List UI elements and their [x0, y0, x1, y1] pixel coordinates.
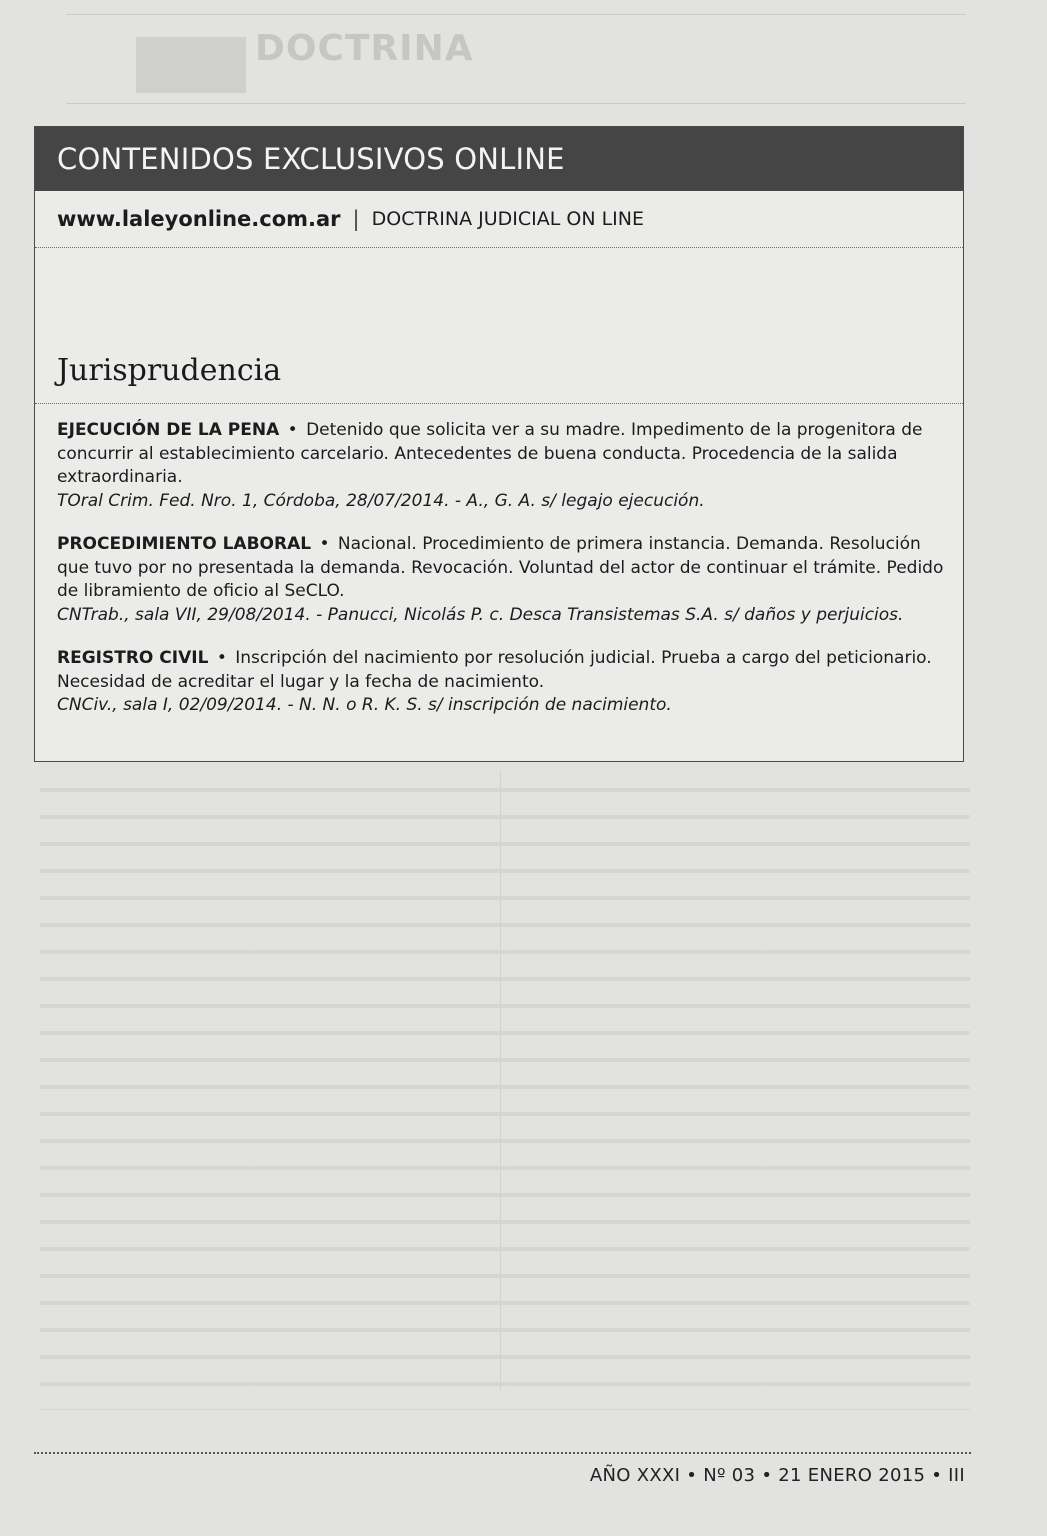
- background-page-header: [66, 14, 966, 104]
- entry-topic: EJECUCIÓN DE LA PENA: [57, 420, 280, 440]
- entry-text: Detenido que solicita ver a su madre. Impedimento de la progenitora de concurrir al establecimiento carcelario. Antecedentes de buena conducta. Procedencia de la salida extraordinaria.: [57, 420, 923, 487]
- online-content-box: [34, 126, 964, 762]
- entry-topic: PROCEDIMIENTO LABORAL: [57, 534, 312, 554]
- entry-summary: [57, 419, 945, 490]
- entry-citation: CNTrab., sala VII, 29/08/2014. - Panucci, Nicolás P. c. Desca Transistemas S.A. s/ daños y perjuicios.: [57, 604, 904, 625]
- heading-divider: [35, 403, 963, 404]
- entry-ejecucion-de-la-pena: [57, 419, 945, 513]
- entry-summary: [57, 533, 945, 604]
- website-link[interactable]: www.laleyonline.com.ar: [57, 207, 341, 231]
- background-logo: [136, 37, 246, 93]
- section-name: DOCTRINA JUDICIAL ON LINE: [371, 208, 644, 230]
- entry-citation: CNCiv., sala I, 02/09/2014. - N. N. o R. K. S. s/ inscripción de nacimiento.: [57, 695, 672, 715]
- box-header: CONTENIDOS EXCLUSIVOS ONLINE: [35, 127, 963, 191]
- url-row: [35, 191, 963, 248]
- jurisprudencia-heading: Jurisprudencia: [57, 353, 282, 388]
- background-page-text: [40, 770, 970, 1410]
- background-column-divider: [500, 770, 501, 1390]
- entry-summary: [57, 647, 945, 694]
- entry-citation: TOral Crim. Fed. Nro. 1, Córdoba, 28/07/2014. - A., G. A. s/ legajo ejecución.: [57, 490, 705, 511]
- bullet-separator: •: [287, 420, 298, 440]
- entry-text: Nacional. Procedimiento de primera instancia. Demanda. Resolución que tuvo por no presentada la demanda. Revocación. Voluntad del actor de continuar el trámite. Pedido de libramiento de oficio al SeCLO.: [57, 534, 944, 601]
- bullet-separator: •: [216, 648, 227, 668]
- footer-divider: [34, 1452, 971, 1454]
- background-section-title: DOCTRINA: [255, 28, 474, 69]
- entry-registro-civil: [57, 647, 945, 718]
- issue-footer: AÑO XXXI • Nº 03 • 21 ENERO 2015 • III: [589, 1465, 965, 1486]
- bullet-separator: •: [319, 534, 330, 554]
- entries-list: [57, 419, 945, 738]
- entry-topic: REGISTRO CIVIL: [57, 648, 209, 668]
- url-separator: |: [352, 207, 360, 231]
- entry-procedimiento-laboral: [57, 533, 945, 627]
- entry-text: Inscripción del nacimiento por resolución judicial. Prueba a cargo del peticionario. Necesidad de acreditar el lugar y la fecha de nacimiento.: [57, 648, 932, 692]
